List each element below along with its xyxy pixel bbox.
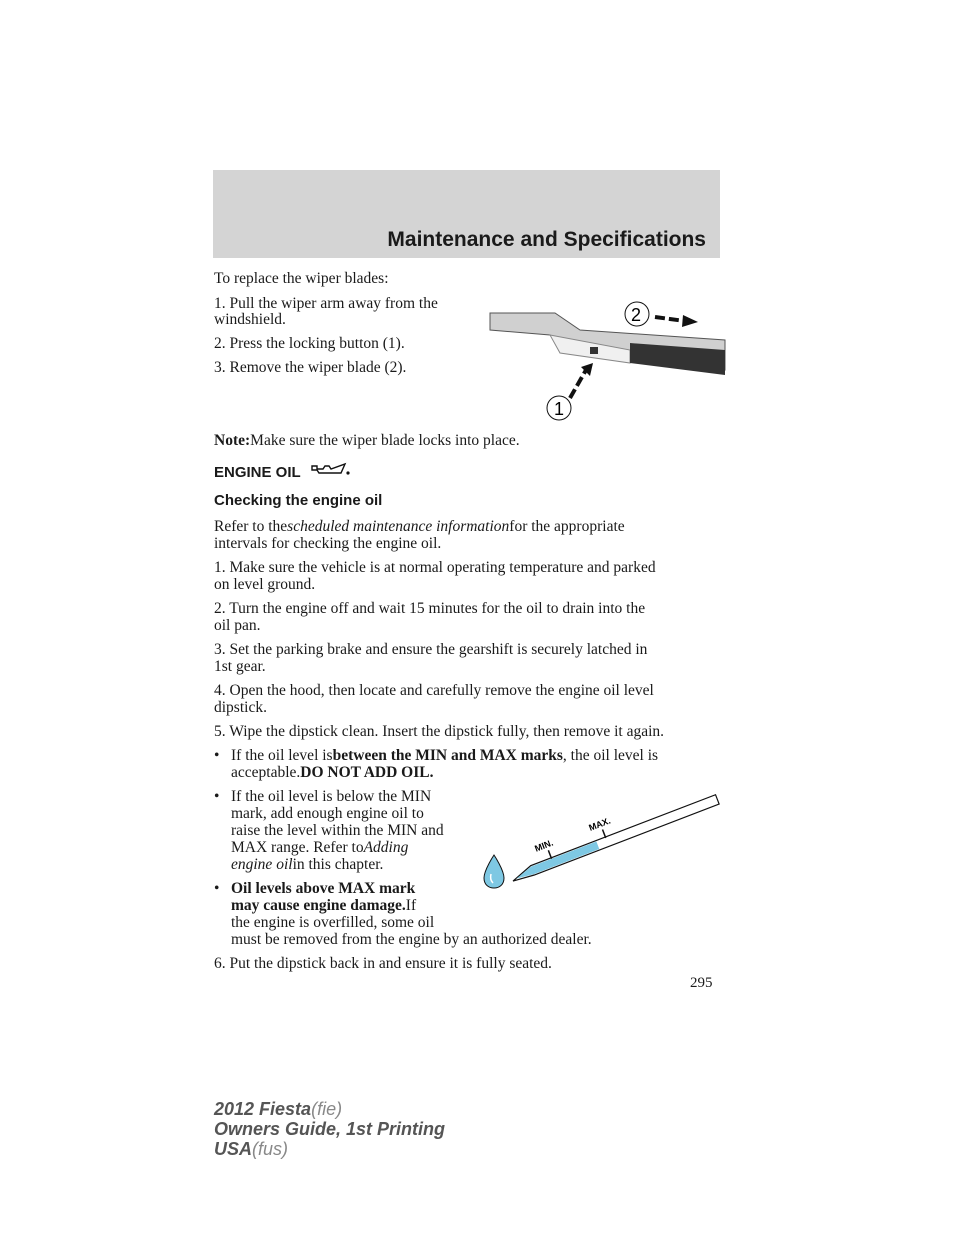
step4-line1: 4. Open the hood, then locate and carefully remove the engine oil level	[214, 682, 654, 699]
callout-2: 2	[631, 305, 642, 325]
wiper-step3: 3. Remove the wiper blade (2).	[214, 359, 407, 376]
b3-l2-text: If	[405, 897, 417, 914]
b3-line1: Oil levels above MAX mark	[231, 880, 416, 897]
page-number: 295	[690, 975, 713, 991]
b1-text-b: , the oil level is	[562, 747, 659, 764]
note-paragraph	[214, 432, 520, 450]
bullet-dot: •	[214, 788, 220, 805]
refer-text-a: Refer to the	[214, 518, 288, 535]
step5: 5. Wipe the dipstick clean. Insert the dipstick fully, then remove it again.	[214, 723, 665, 740]
section-title: Maintenance and Specifications	[387, 228, 706, 251]
bullet-dot: •	[214, 880, 220, 897]
arrow-up-icon	[581, 363, 593, 376]
oil-level-fill	[514, 842, 599, 881]
refer-line1	[214, 518, 625, 536]
footer-region-code: (fus)	[252, 1139, 289, 1159]
step4-line2: dipstick.	[214, 699, 267, 716]
checking-oil-subheading: Checking the engine oil	[214, 492, 383, 509]
step3-line2: 1st gear.	[214, 658, 266, 675]
footer-line2	[214, 1119, 445, 1139]
b3-line4: must be removed from the engine by an authorized dealer.	[231, 931, 592, 948]
footer-region: USA	[214, 1139, 253, 1159]
scheduled-maintenance-link[interactable]: scheduled maintenance information	[287, 518, 510, 535]
adding-engine-oil-link-1[interactable]: Adding	[363, 839, 409, 856]
footer-line1	[214, 1099, 342, 1119]
b3-line2	[231, 897, 416, 915]
locking-button-icon	[590, 347, 598, 354]
do-not-add-oil: DO NOT ADD OIL.	[300, 764, 434, 781]
b1-l2-text: acceptable.	[231, 764, 301, 781]
b1-text-a: If the oil level is	[231, 747, 333, 764]
b2-line1: If the oil level is below the MIN	[231, 788, 432, 805]
oil-drop-icon	[484, 855, 504, 888]
footer-model-code: (fie)	[311, 1099, 343, 1119]
refer-line2: intervals for checking the engine oil.	[214, 535, 442, 552]
wiper-step1-line2: windshield.	[214, 311, 286, 328]
engine-oil-heading	[214, 459, 349, 482]
max-mark-label: MAX.	[587, 815, 612, 833]
section-header-bar	[213, 170, 720, 258]
arrow-right-icon	[682, 315, 698, 327]
b2-l5-text: in this chapter.	[292, 856, 384, 873]
footer-model: 2012 Fiesta	[214, 1099, 312, 1119]
wiper-intro: To replace the wiper blades:	[214, 270, 389, 287]
callout-1: 1	[554, 399, 565, 419]
footer-line3	[214, 1139, 288, 1159]
b2-l4-text: MAX range. Refer to	[231, 839, 364, 856]
b2-line3: raise the level within the MIN and	[231, 822, 444, 839]
step2-line1: 2. Turn the engine off and wait 15 minutes for the oil to drain into the	[214, 600, 646, 617]
wiper-step1-line1: 1. Pull the wiper arm away from the	[214, 295, 438, 312]
note-text: Make sure the wiper blade locks into place.	[250, 432, 520, 449]
step1-line2: on level ground.	[214, 576, 316, 593]
step6: 6. Put the dipstick back in and ensure it is fully seated.	[214, 955, 552, 972]
bullet-dot: •	[214, 747, 220, 764]
b3-l2-bold: may cause engine damage.	[231, 897, 406, 914]
step3-line1: 3. Set the parking brake and ensure the gearshift is securely latched in	[214, 641, 648, 658]
oil-can-icon	[309, 460, 353, 478]
engine-oil-heading-text: ENGINE OIL	[214, 464, 301, 481]
b1-bold: between the MIN and MAX marks	[332, 747, 563, 764]
note-label: Note:	[214, 432, 251, 449]
b2-line5	[231, 856, 383, 874]
min-mark-label: MIN.	[533, 837, 555, 854]
footer-guide: Owners Guide, 1st Printing	[214, 1119, 446, 1139]
step1-line1: 1. Make sure the vehicle is at normal operating temperature and parked	[214, 559, 656, 576]
b3-line3: the engine is overfilled, some oil	[231, 914, 435, 931]
bullet-acceptable-line2	[231, 764, 433, 782]
dipstick-illustration	[480, 748, 720, 898]
step2-line2: oil pan.	[214, 617, 261, 634]
b2-line2: mark, add enough engine oil to	[231, 805, 424, 822]
b2-line4	[231, 839, 408, 857]
wiper-blade-illustration	[480, 295, 730, 425]
refer-text-b: for the appropriate	[509, 518, 625, 535]
adding-engine-oil-link-2[interactable]: engine oil	[231, 856, 293, 873]
wiper-step2: 2. Press the locking button (1).	[214, 335, 405, 352]
